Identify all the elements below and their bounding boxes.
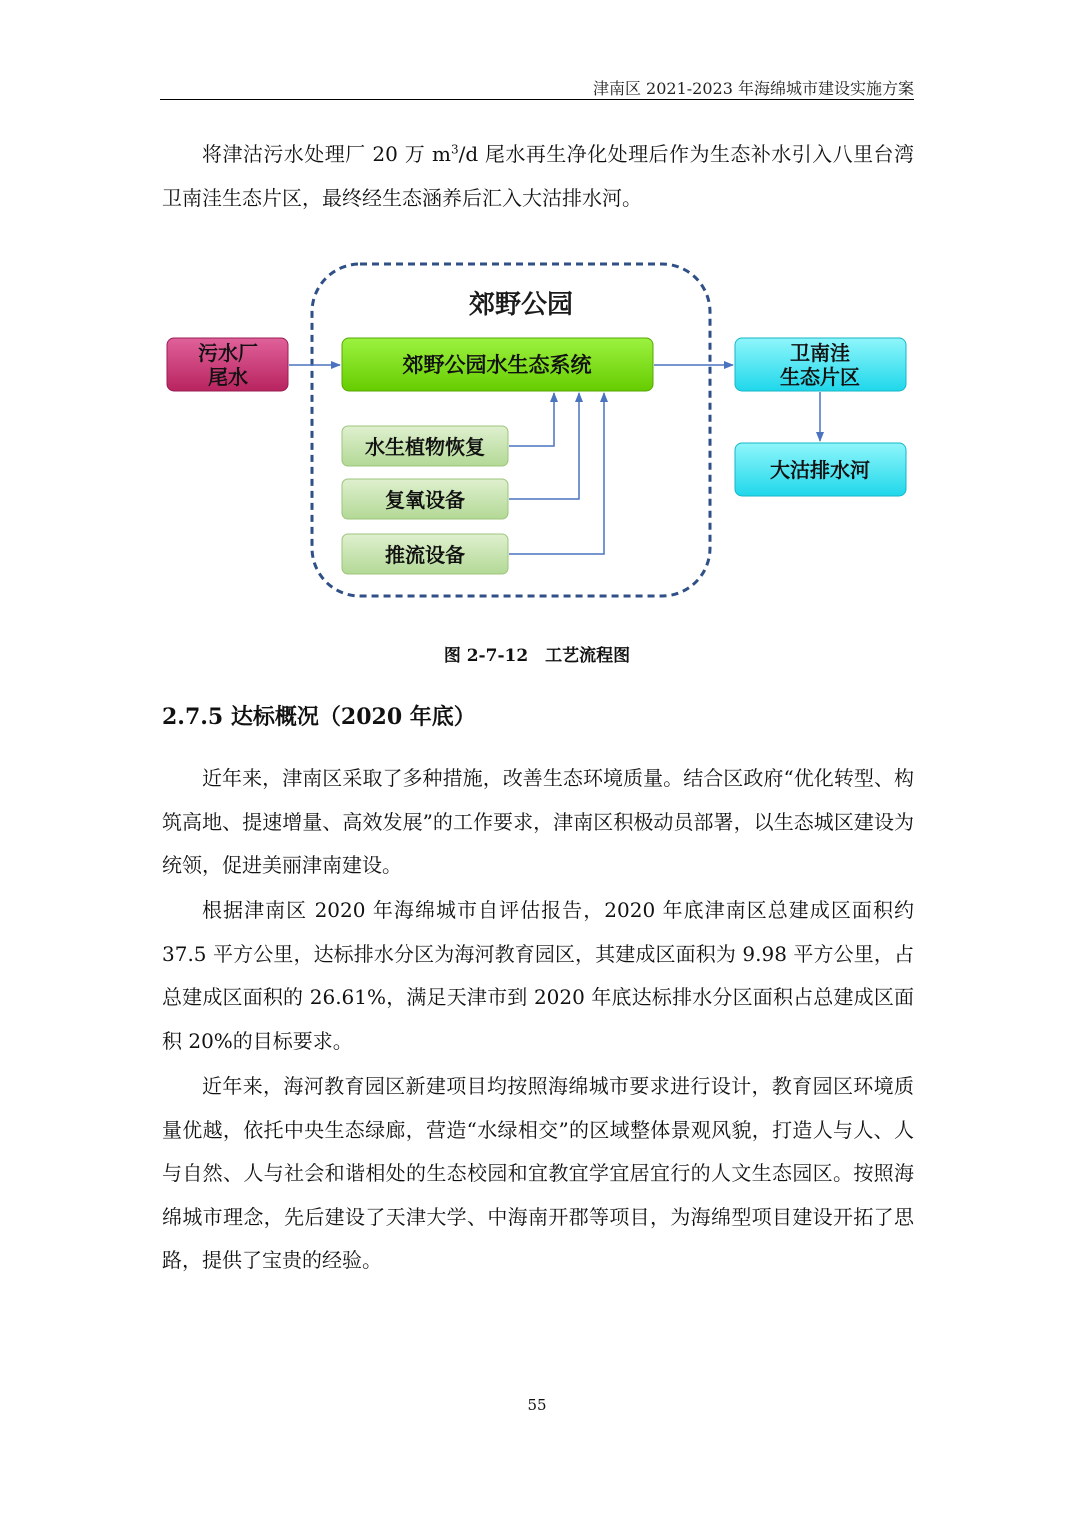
target-label-line2: 生态片区 <box>780 365 860 389</box>
running-header: 津南区 2021-2023 年海绵城市建设实施方案 <box>592 79 914 98</box>
park-title: 郊野公园 <box>468 290 574 320</box>
arrow-plants-to-main <box>509 393 554 446</box>
body-paragraph: 近年来，海河教育园区新建项目均按照海绵城市要求进行设计，教育园区环境质量优越，依托中央生态绿廊，营造“水绿相交”的区域整体景观风貌，打造人与人、人与自然、人与社会和谐相处的生态校园和宜教宜学宜居宜行的人文生态园区。按照海绵城市理念，先后建设了天津大学、中海南开郡等项目，为海绵型项目建设开拓了思路，提供了宝贵的经验。 <box>162 1074 914 1272</box>
source-label-line1: 污水厂 <box>198 341 258 365</box>
page-number: 55 <box>527 1396 547 1414</box>
input-label-plants: 水生植物恢复 <box>365 435 485 459</box>
unit-superscript: 3 <box>450 142 459 157</box>
main-system-label: 郊野公园水生态系统 <box>402 353 592 377</box>
intro-text-after-unit: /d 尾水再生净化处理后作为生态补水引入八里台湾卫南洼生态片区，最终经生态涵养后汇入大沽排水河。 <box>162 142 914 210</box>
input-label-flow: 推流设备 <box>385 543 465 567</box>
arrow-flow-to-main <box>509 393 604 554</box>
source-label-line2: 尾水 <box>208 365 248 389</box>
body-paragraph: 近年来，津南区采取了多种措施，改善生态环境质量。结合区政府“优化转型、构筑高地、提速增量、高效发展”的工作要求，津南区积极动员部署，以生态城区建设为统领，促进美丽津南建设。 <box>162 766 914 877</box>
body-paragraph: 根据津南区 2020 年海绵城市自评估报告，2020 年底津南区总建成区面积约 37.5 平方公里，达标排水分区为海河教育园区，其建成区面积为 9.98 平方公里，占总建成区面积的 26.61%，满足天津市到 2020 年底达标排水分区面积占总建成区面积 20%的目标要求。 <box>162 898 914 1053</box>
input-label-oxygen: 复氧设备 <box>385 488 465 512</box>
final-label: 大沽排水河 <box>770 458 870 482</box>
target-label-line1: 卫南洼 <box>790 341 850 365</box>
figure-caption: 图 2-7-12 工艺流程图 <box>443 646 631 666</box>
process-flow-diagram <box>0 0 1074 620</box>
intro-text-before-unit: 将津沽污水处理厂 20 万 m <box>202 142 451 166</box>
section-heading: 2.7.5 达标概况（2020 年底） <box>162 704 476 730</box>
